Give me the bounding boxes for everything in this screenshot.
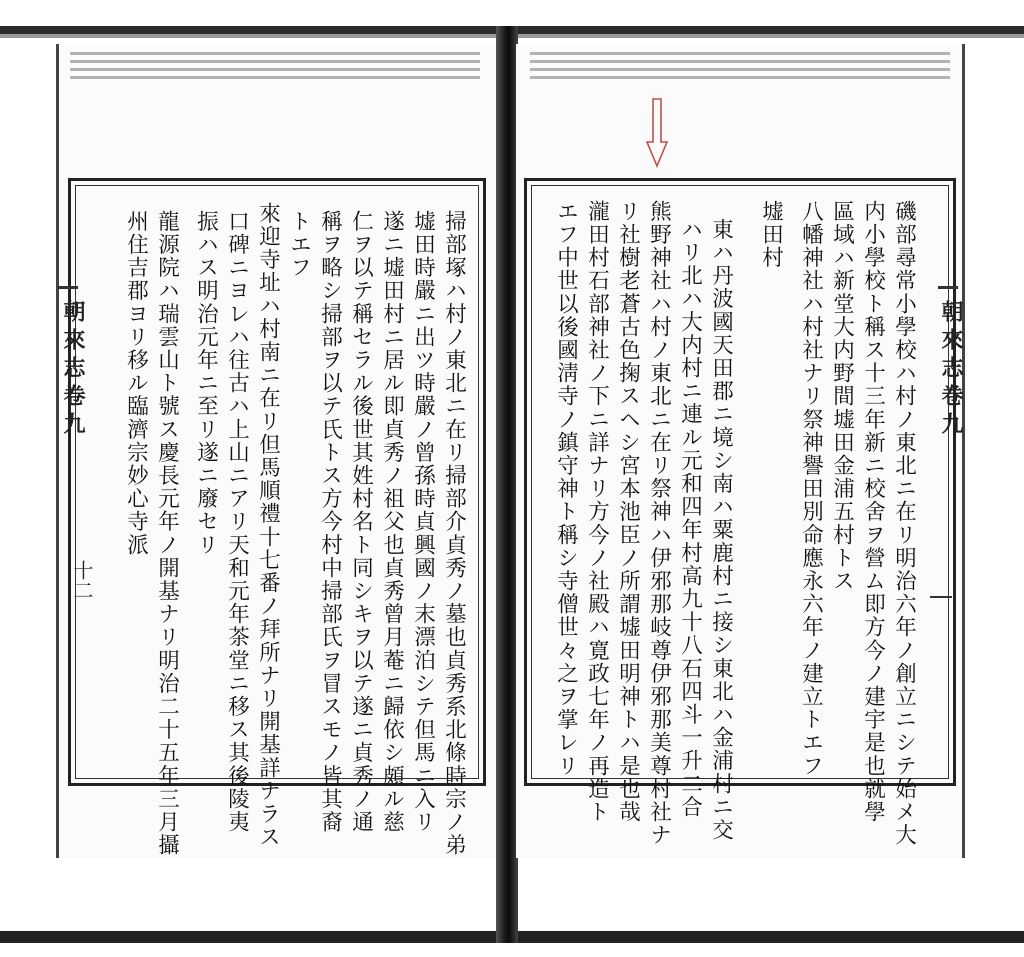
page-edge-line: [70, 68, 480, 71]
left-page-number: 十二: [70, 560, 94, 600]
page-edge-line: [530, 52, 950, 55]
right-margin-title: 朝來志卷九: [938, 300, 964, 440]
left-text-line: 振ハス明治元年ニ至リ遂ニ廢セリ: [193, 210, 219, 557]
left-text-line: 掃部塚ハ村ノ東北ニ在リ掃部介貞秀ノ墓也貞秀系北條時宗ノ弟: [441, 210, 467, 857]
right-text-line: 東ハ丹波國天田郡ニ境シ南ハ粟鹿村ニ接シ東北ハ金浦村ニ交: [708, 218, 734, 842]
left-text-line: 口碑ニヨレハ往古ハ上山ニアリ天和元年茶堂ニ移ス其後陵夷: [224, 210, 250, 834]
right-text-line: 内小學校ト稱ス十三年新ニ校舍ヲ營ム即方今ノ建宇是也就學: [860, 200, 886, 824]
book-spine: [496, 26, 518, 943]
left-margin-title: 朝來志卷九: [60, 300, 86, 440]
right-text-line: リ社樹老蒼古色掬スヘシ宮本池臣ノ所謂墟田明神トハ是也哉: [615, 200, 641, 824]
down-arrow-icon: [646, 98, 668, 168]
page-edge-line: [70, 76, 480, 79]
page-edge-line: [70, 52, 480, 55]
left-text-line: 稱ヲ略シ掃部ヲ以テ氏トス方今村中掃部氏ヲ冒スモノ皆其裔: [317, 210, 343, 834]
page-edge-line: [530, 68, 950, 71]
right-text-line: 磯部尋常小學校ハ村ノ東北ニ在リ明治六年ノ創立ニシテ始メ大: [891, 200, 917, 847]
left-text-line: 來迎寺址ハ村南ニ在リ但馬順禮十七番ノ拜所ナリ開基詳ナラス: [255, 202, 281, 849]
right-text-line: 瀧田村石部神社ノ下ニ詳ナリ方今ノ社殿ハ寛政七年ノ再造ト: [584, 200, 610, 824]
right-text-line: ハリ北ハ大内村ニ連ル元和四年村高九十八石四斗一升二合: [677, 218, 703, 819]
right-text-line: 熊野神社ハ村ノ東北ニ在リ祭神ハ伊邪那岐尊伊邪那美尊村社ナ: [646, 200, 672, 847]
margin-rule: [930, 596, 952, 598]
page-edge-line: [530, 76, 950, 79]
page-edge-line: [530, 60, 950, 63]
right-text-line: 區域ハ新堂大内野間墟田金浦五村トス: [829, 200, 855, 593]
right-section-heading: 墟田村: [758, 200, 784, 270]
left-text-line: 仁ヲ以テ稱セラル後世其姓村名ト同シキヲ以テ遂ニ貞秀ノ通: [348, 210, 374, 834]
right-text-line: エフ中世以後國淸寺ノ鎮守神ト稱シ寺僧世々之ヲ掌レリ: [553, 200, 579, 778]
margin-rule: [938, 286, 958, 289]
left-text-line: 龍源院ハ瑞雲山ト號ス慶長元年ノ開基ナリ明治二十五年三月攝: [154, 210, 180, 857]
right-text-line: 八幡神社ハ村社ナリ祭神譽田別命應永六年ノ建立トエフ: [798, 200, 824, 778]
left-text-line: 墟田時嚴ニ出ツ時嚴ノ曾孫時貞興國ノ末漂泊シテ但馬ニ入リ: [410, 210, 436, 834]
page-edge-line: [70, 60, 480, 63]
left-text-line: トエフ: [286, 210, 312, 280]
left-text-line: 遂ニ墟田村ニ居ル即貞秀ノ祖父也貞秀曾月菴ニ歸依シ頗ル慈: [379, 210, 405, 834]
margin-rule: [58, 286, 78, 289]
left-text-line: 州住吉郡ヨリ移ル臨濟宗妙心寺派: [123, 210, 149, 557]
